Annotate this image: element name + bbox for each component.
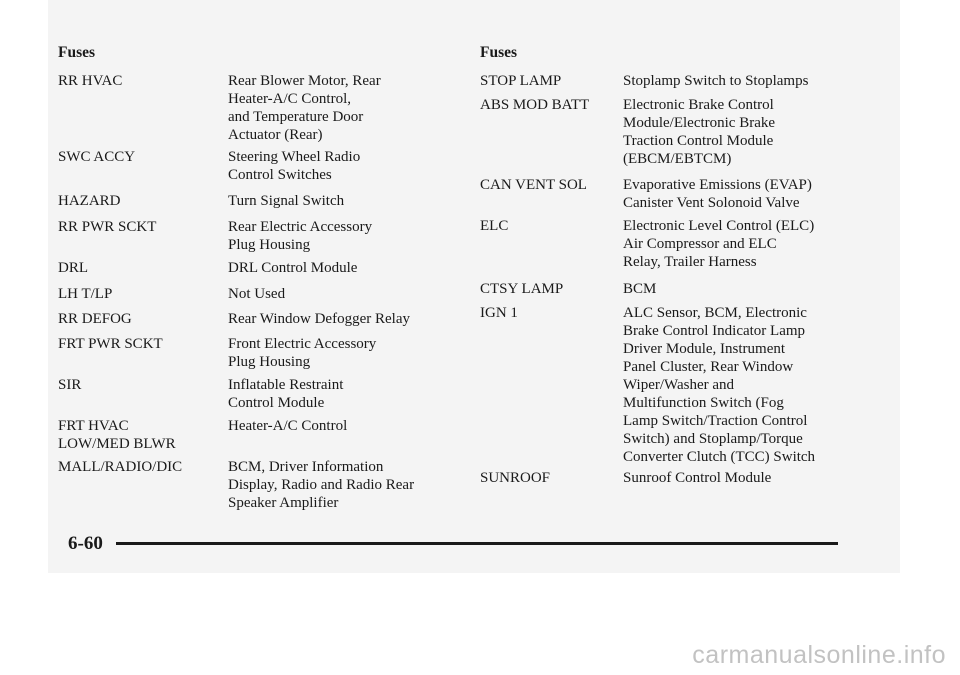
fuse-description — [228, 376, 343, 412]
fuse-description-line: Electronic Brake Control — [623, 97, 774, 113]
fuse-description-line: Rear Window Defogger Relay — [228, 311, 410, 327]
fuse-description-line: (EBCM/EBTCM) — [623, 151, 732, 167]
fuse-name — [480, 72, 561, 90]
fuse-name — [58, 335, 163, 353]
fuse-description-line: Display, Radio and Radio Rear — [228, 477, 415, 493]
fuse-description-line: Electronic Level Control (ELC) — [623, 218, 815, 234]
fuse-name-line: FRT HVAC — [58, 418, 129, 434]
fuse-name-line: FRT PWR SCKT — [58, 336, 163, 352]
fuse-description — [623, 217, 814, 271]
fuse-name-line: MALL/RADIO/DIC — [58, 459, 183, 475]
fuse-name — [58, 148, 135, 166]
fuse-name — [58, 218, 156, 236]
fuse-description-line: Plug Housing — [228, 237, 311, 253]
fuse-description-line: Plug Housing — [228, 354, 311, 370]
fuse-name-line: HAZARD — [58, 193, 121, 209]
fuse-description — [228, 192, 344, 210]
fuse-description-line: Control Module — [228, 395, 325, 411]
fuse-description — [228, 458, 414, 512]
fuse-description-line: BCM, Driver Information — [228, 459, 384, 475]
fuse-description-line: Canister Vent Solonoid Valve — [623, 195, 800, 211]
fuse-name-line: IGN 1 — [480, 305, 518, 321]
fuse-description — [228, 417, 347, 435]
fuse-name-line: CTSY LAMP — [480, 281, 564, 297]
fuse-description — [228, 218, 372, 254]
fuse-name — [58, 458, 182, 476]
fuse-description-line: Switch) and Stoplamp/Torque — [623, 431, 803, 447]
fuse-description — [623, 304, 815, 466]
fuse-description-line: Evaporative Emissions (EVAP) — [623, 177, 812, 193]
fuse-description-line: Panel Cluster, Rear Window — [623, 359, 794, 375]
fuse-name-line: LH T/LP — [58, 286, 113, 302]
fuse-description-line: Control Switches — [228, 167, 332, 183]
fuse-description-line: Stoplamp Switch to Stoplamps — [623, 73, 809, 89]
page-number: 6-60 — [68, 533, 103, 554]
fuse-name — [480, 96, 589, 114]
fuse-description-line: Rear Electric Accessory — [228, 219, 373, 235]
fuse-name — [58, 285, 112, 303]
fuse-description — [623, 280, 656, 298]
fuse-description-line: Inflatable Restraint — [228, 377, 344, 393]
fuse-description-line: Air Compressor and ELC — [623, 236, 777, 252]
fuse-name — [58, 417, 176, 453]
fuse-description-line: Module/Electronic Brake — [623, 115, 776, 131]
fuse-name-line: LOW/MED BLWR — [58, 436, 176, 452]
fuse-description-line: Sunroof Control Module — [623, 470, 772, 486]
fuse-description-line: Rear Blower Motor, Rear — [228, 73, 381, 89]
fuse-description-line: Actuator (Rear) — [228, 127, 323, 143]
fuse-name-line: STOP LAMP — [480, 73, 562, 89]
fuse-description-line: BCM — [623, 281, 657, 297]
fuse-name-line: RR HVAC — [58, 73, 123, 89]
fuse-name-line: ABS MOD BATT — [480, 97, 590, 113]
fuse-description-line: Traction Control Module — [623, 133, 774, 149]
fuse-description-line: Wiper/Washer and — [623, 377, 735, 393]
fuse-name — [480, 217, 508, 235]
fuse-description-line: Relay, Trailer Harness — [623, 254, 757, 270]
fuse-name-line: RR DEFOG — [58, 311, 132, 327]
fuse-name — [58, 192, 121, 210]
fuse-name — [58, 310, 132, 328]
fuse-description-line: Driver Module, Instrument — [623, 341, 786, 357]
fuse-description-line: Speaker Amplifier — [228, 495, 339, 511]
fuse-description-line: and Temperature Door — [228, 109, 364, 125]
fuse-description-line: Lamp Switch/Traction Control — [623, 413, 808, 429]
fuse-name — [480, 176, 587, 194]
fuse-description — [228, 259, 357, 277]
fuse-description — [228, 148, 360, 184]
fuse-description-line: Multifunction Switch (Fog — [623, 395, 784, 411]
fuse-description-line: Converter Clutch (TCC) Switch — [623, 449, 816, 465]
bottom-watermark: carmanualsonline.info — [692, 641, 946, 669]
fuse-description — [228, 335, 376, 371]
fuse-description-line: Not Used — [228, 286, 286, 302]
fuse-description — [228, 310, 410, 328]
fuse-description-line: ALC Sensor, BCM, Electronic — [623, 305, 807, 321]
left-fuses-heading: Fuses — [58, 44, 96, 61]
fuse-description-line: Heater-A/C Control — [228, 418, 348, 434]
fuse-description-line: Steering Wheel Radio — [228, 149, 361, 165]
fuse-name — [480, 304, 518, 322]
fuse-name — [480, 280, 563, 298]
fuse-name — [58, 259, 88, 277]
fuse-name — [58, 376, 81, 394]
fuse-name-line: RR PWR SCKT — [58, 219, 157, 235]
fuse-description-line: DRL Control Module — [228, 260, 358, 276]
fuse-description — [623, 72, 808, 90]
fuse-name-line: SWC ACCY — [58, 149, 136, 165]
fuse-description-line: Turn Signal Switch — [228, 193, 345, 209]
right-fuses-heading: Fuses — [480, 44, 518, 61]
fuse-description-line: Brake Control Indicator Lamp — [623, 323, 806, 339]
fuse-name-line: ELC — [480, 218, 509, 234]
fuse-name — [58, 72, 122, 90]
fuse-description — [623, 96, 775, 168]
fuse-name — [480, 469, 550, 487]
fuse-description — [228, 72, 381, 144]
fuse-name-line: CAN VENT SOL — [480, 177, 587, 193]
fuse-description — [228, 285, 285, 303]
fuse-description — [623, 176, 812, 212]
fuse-name-line: DRL — [58, 260, 88, 276]
fuse-description-line: Front Electric Accessory — [228, 336, 377, 352]
footer-rule — [116, 542, 838, 545]
fuse-description — [623, 469, 771, 487]
fuse-name-line: SIR — [58, 377, 82, 393]
fuse-name-line: SUNROOF — [480, 470, 551, 486]
fuse-description-line: Heater-A/C Control, — [228, 91, 352, 107]
